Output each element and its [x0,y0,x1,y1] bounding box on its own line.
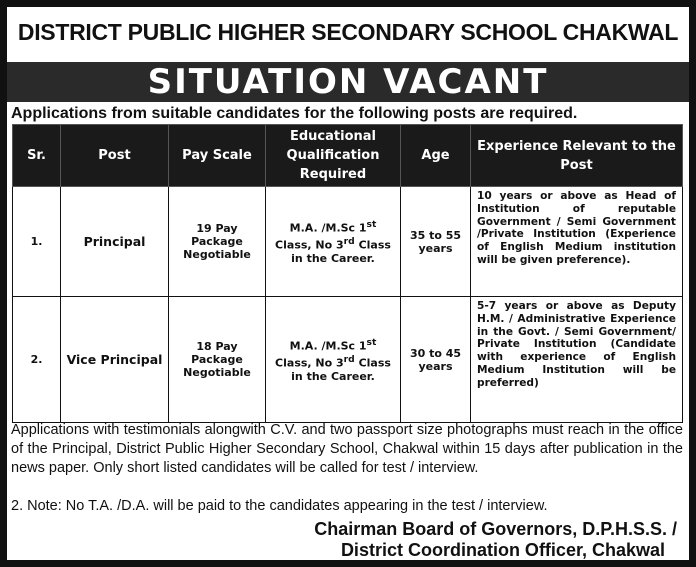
header-age: Age [401,125,471,187]
intro-text: Applications from suitable candidates for the following posts are required. [11,105,578,122]
vacancy-table [12,124,683,423]
experience-cell: 5-7 years or above as Deputy H.M. / Administrative Experience in the Govt. / Semi Government/ Private Institution (Candidate with experience of English Medium Institution will be preferred) [471,297,683,423]
header-post: Post [61,125,169,187]
header-sr: Sr. [13,125,61,187]
age-cell: 30 to 45 years [401,297,471,423]
post-cell: Principal [61,187,169,297]
signature-line: District Coordination Officer, Chakwal [340,540,665,560]
application-instructions: Applications with testimonials alongwith C.V. and two passport size photographs must reach in the office of the Principal, District Public Higher Secondary School, Chakwal within 15 days after publication in the news paper. Only short listed candidates will be called for test / interview. [11,422,683,476]
pay-cell: 19 Pay Package Negotiable [169,187,266,297]
age-cell: 35 to 55 years [401,187,471,297]
sr-cell: 2. [13,297,61,423]
qualification-cell: M.A. /M.Sc 1st Class, No 3rd Class in the Career. [266,187,401,297]
table-header [13,125,683,187]
table-row [13,187,683,297]
signature-block [314,519,677,561]
qualification-cell: M.A. /M.Sc 1st Class, No 3rd Class in the Career. [266,297,401,423]
header-pay-scale: Pay Scale [169,125,266,187]
school-title: DISTRICT PUBLIC HIGHER SECONDARY SCHOOL CHAKWAL [17,19,679,45]
advertisement [7,7,689,560]
table-row [13,297,683,423]
note-text: 2. Note: No T.A. /D.A. will be paid to the candidates appearing in the test / interview. [11,498,548,514]
header-experience: Experience Relevant to the Post [471,125,683,187]
signature-line: Chairman Board of Governors, D.P.H.S.S. / [314,519,677,539]
situation-vacant-banner: SITUATION VACANT [7,62,689,102]
post-cell: Vice Principal [61,297,169,423]
experience-cell: 10 years or above as Head of Institution of reputable Government / Semi Government /Private Institution (Experience of English Medium institution will be given preference). [471,187,683,297]
pay-cell: 18 Pay Package Negotiable [169,297,266,423]
sr-cell: 1. [13,187,61,297]
header-qualification: Educational Qualification Required [266,125,401,187]
